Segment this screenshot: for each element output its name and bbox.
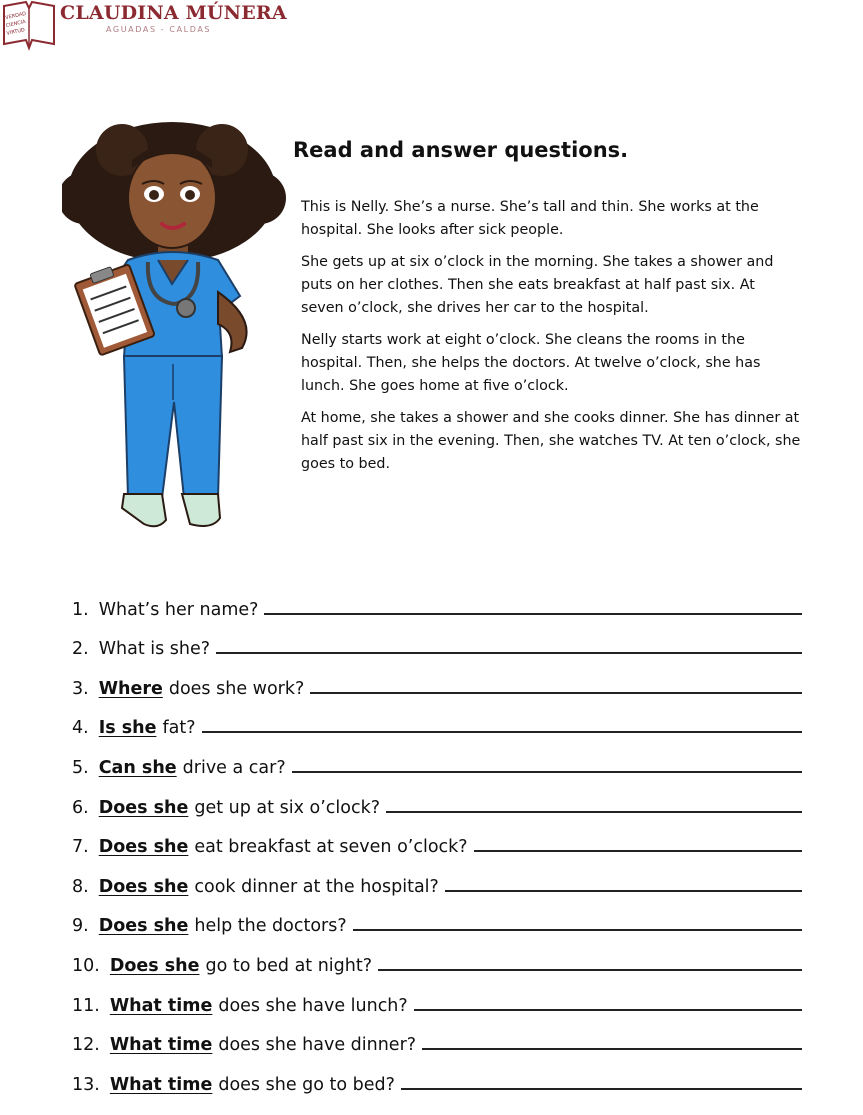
question-item [72,818,802,858]
school-logo [0,0,287,52]
answer-blank[interactable] [386,811,802,813]
question-text: cook dinner at the hospital? [194,876,439,897]
question-number: 6. [72,797,89,818]
answer-blank[interactable] [378,969,802,971]
logo-word-3: VIRTUD [6,27,26,37]
question-text: eat breakfast at seven o’clock? [194,837,468,858]
question-number: 10. [72,955,100,976]
book-logo-icon [0,0,58,52]
answer-blank[interactable] [310,692,802,694]
question-item [72,1016,802,1056]
question-number: 3. [72,678,89,699]
question-keyword: Does she [98,876,189,897]
question-keyword: Does she [98,837,189,858]
worksheet-title: Read and answer questions. [293,138,629,162]
nurse-shoe-left [122,494,166,526]
answer-blank[interactable] [422,1048,802,1050]
question-item [72,936,802,976]
question-number: 9. [72,916,89,937]
nurse-face [128,148,216,248]
question-number: 4. [72,718,89,739]
brand-location: AGUADAS - CALDAS [106,25,212,34]
reading-paragraph: She gets up at six o’clock in the morning. She takes a shower and puts on her clothes. Then she eats breakfast at half past six. At seven o’clock, she drives her car to the hospital. [301,254,774,316]
nurse-illustration [62,120,292,540]
logo-word-1: VERDAD [4,10,27,22]
question-item [72,778,802,818]
question-text: drive a car? [182,757,286,778]
question-item [72,976,802,1016]
question-item [72,699,802,739]
question-number: 8. [72,876,89,897]
question-item [72,857,802,897]
question-keyword: Can she [98,757,177,778]
question-text: go to bed at night? [205,955,373,976]
answer-blank[interactable] [353,929,802,931]
question-keyword: What time [109,1035,213,1056]
reading-paragraph: This is Nelly. She’s a nurse. She’s tall and thin. She works at the hospital. She looks after sick people. [301,199,759,238]
question-number: 1. [72,599,89,620]
question-text: help the doctors? [194,916,347,937]
question-number: 2. [72,639,89,660]
question-item [72,580,802,620]
question-text: does she have lunch? [218,995,408,1016]
question-text: fat? [162,718,196,739]
question-number: 11. [72,995,100,1016]
question-item [72,659,802,699]
question-keyword: Is she [98,718,157,739]
answer-blank[interactable] [414,1009,802,1011]
answer-blank[interactable] [474,850,802,852]
answer-blank[interactable] [202,731,802,733]
question-keyword: Does she [109,955,200,976]
question-keyword: What time [109,1074,213,1095]
answer-blank[interactable] [292,771,802,773]
question-number: 13. [72,1074,100,1095]
answer-blank[interactable] [216,652,802,654]
question-text: does she have dinner? [218,1035,417,1056]
answer-blank[interactable] [401,1088,802,1090]
question-item [72,897,802,937]
question-item [72,620,802,660]
question-item [72,738,802,778]
question-text: get up at six o’clock? [194,797,380,818]
question-text: does she go to bed? [218,1074,395,1095]
question-list [72,580,802,1095]
question-text: What’s her name? [98,599,259,620]
question-keyword: Where [98,678,163,699]
reading-passage [301,196,801,485]
brand-name: CLAUDINA MÚNERA [60,2,287,24]
answer-blank[interactable] [264,613,802,615]
question-number: 5. [72,757,89,778]
question-text: does she work? [168,678,305,699]
question-text: What is she? [98,639,211,660]
question-keyword: What time [109,995,213,1016]
answer-blank[interactable] [445,890,802,892]
logo-word-2: CIENCIA [5,18,27,30]
reading-paragraph: Nelly starts work at eight o’clock. She cleans the rooms in the hospital. Then, she helps the doctors. At twelve o’clock, she has lunch. She goes home at five o’clock. [301,332,761,394]
question-number: 12. [72,1035,100,1056]
question-item [72,1055,802,1095]
question-number: 7. [72,837,89,858]
reading-paragraph: At home, she takes a shower and she cooks dinner. She has dinner at half past six in the evening. Then, she watches TV. At ten o’clock, she goes to bed. [301,410,801,472]
question-keyword: Does she [98,797,189,818]
question-keyword: Does she [98,916,189,937]
nurse-shoe-right [182,494,220,526]
